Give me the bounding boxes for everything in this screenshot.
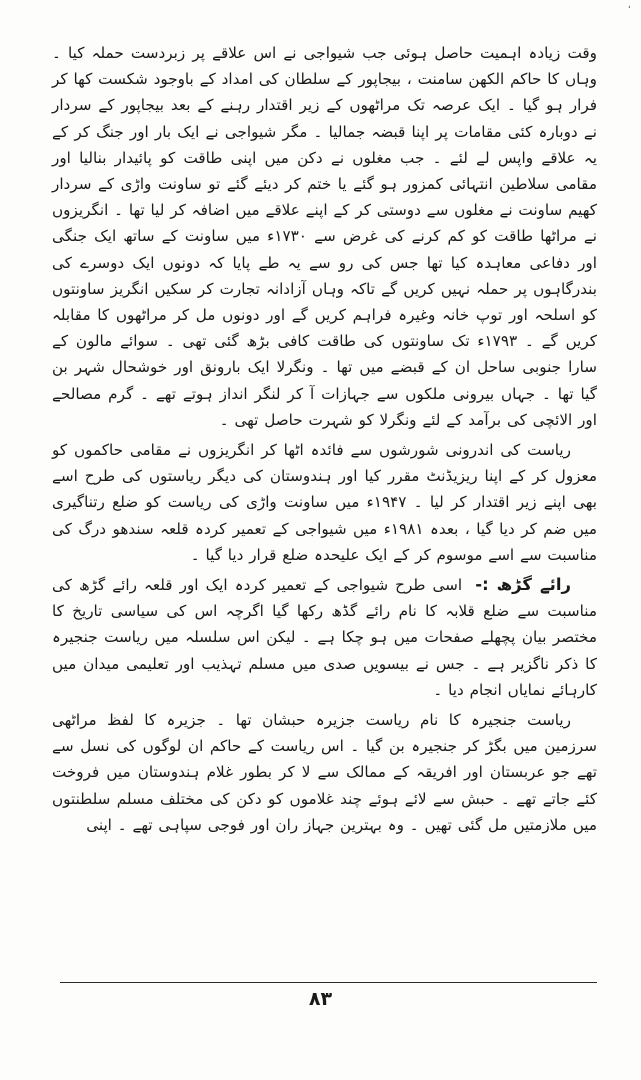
paragraph-1: وقت زیادہ اہمیت حاصل ہوئی جب شیواجی نے اس علاقے پر زبردست حملہ کیا ۔ وہاں کا حاکم الکھن سامنت ، بیجاپور کے سلطان کی امداد کے باوجود شکست کھا کر فرار ہو گیا ۔ ایک عرصہ تک مراٹھوں کے زیر اقتدار رہنے کے بعد بیجاپور کے سردار نے دوبارہ کئی مقامات پر اپنا قبضہ جمالیا ۔ مگر شیواجی نے ایک بار اور جنگ کر کے یہ علاقے واپس لے لئے ۔ جب مغلوں نے دکن میں اپنی طاقت کو پائیدار بنالیا اور مقامی سلاطین انتہائی کمزور ہو گئے یا ختم کر دیئے گئے تو ساونت واڑی کے سردار کھیم ساونت نے مغلوں سے دوستی کر کے اپنے علاقے میں اضافہ کر لیا تھا ۔ انگریزوں نے مراٹھا طاقت کو کم کرنے کی غرض سے ۱۷۳۰ء میں ساونت کے ساتھ ایک جنگی اور دفاعی معاہدہ کیا تھا جس کی رو سے یہ طے پایا کہ دونوں ایک دوسرے کی بندرگاہوں پر حملہ نہیں کریں گے تاکہ وہاں آزادانہ تجارت کر سکیں انگریز ساونتوں کو اسلحہ اور توپ خانہ وغیرہ فراہم کریں گے اور دونوں مل کر مراٹھوں کا مقابلہ کریں گے ۔ ۱۷۹۳ء تک ساونتوں کی طاقت کافی بڑھ گئی تھی ۔ سوائے مالون کے سارا جنوبی ساحل ان کے قبضے میں تھا ۔ ونگرلا ایک بارونق اور خوشحال شہر بن گیا تھا ۔ جہاں بیرونی ملکوں سے جہازات آ کر لنگر انداز ہوتے تھے ۔ گرم مصالحے اور الائچی کی برآمد کے لئے ونگرلا کو شہرت حاصل تھی ۔	[52, 44, 597, 429]
paragraph-3-text: اسی طرح شیواجی کے تعمیر کردہ ایک اور قلعہ رائے گڑھ کی مناسبت سے ضلع قلابہ کا نام رائے گڈھ رکھا گیا اگرچہ اس کی سیاسی تاریخ کا مختصر بیان پچھلے صفحات میں ہو چکا ہے ۔ لیکن اس سلسلہ میں ریاست جنجیرہ کا ذکر ناگزیر ہے ۔ جس نے بیسویں صدی میں مسلم تہذیب اور تعلیمی میدان میں کارہائے نمایاں انجام دیا ۔	[52, 576, 597, 699]
paragraph-4: ریاست جنجیرہ کا نام ریاست جزیرہ حبشان تھا ۔ جزیرہ کا لفظ مراٹھی سرزمین میں بگڑ کر جنجیرہ بن گیا ۔ اس ریاست کے حاکم ان لوگوں کی نسل سے تھے جو عربستان اور افریقہ کے ممالک سے لا کر بطور غلام ہندوستان میں فروخت کئے جاتے تھے ۔ حبش سے لائے ہوئے چند غلاموں کو دکن کی مختلف مسلم سلطنتوں میں ملازمتیں مل گئی تھیں ۔ وہ بہترین جہاز ران اور فوجی سپاہی تھے ۔ اپنی	[52, 711, 597, 834]
section-heading-raigarh: رائے گڑھ :-	[475, 575, 572, 595]
corner-mark: ،	[627, 0, 631, 11]
page-body	[52, 40, 597, 838]
paragraph-2: ریاست کی اندرونی شورشوں سے فائدہ اٹھا کر انگریزوں نے مقامی حاکموں کو معزول کر کے اپنا ریزیڈنٹ مقرر کیا اور ہندوستان کی دیگر ریاستوں کی طرح اسے بھی اپنے زیر اقتدار کر لیا ۔ ۱۹۴۷ء میں ساونت واڑی کی ریاست کو ضلع رتناگیری میں ضم کر دیا گیا ، بعدہ ۱۹۸۱ء میں شیواجی کے تعمیر کردہ قلعہ سندھو درگ کی مناسبت سے اسے موسوم کر کے ایک علیحدہ ضلع قرار دیا گیا ۔	[52, 441, 598, 564]
paragraph-3	[52, 572, 597, 703]
footer-rule	[60, 982, 597, 983]
page-number: ۸۳	[308, 988, 333, 1010]
